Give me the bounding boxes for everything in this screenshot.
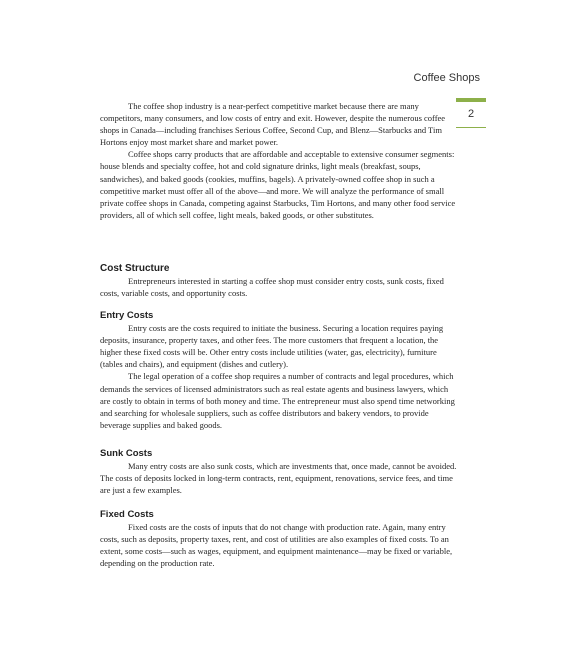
page-number: 2: [456, 108, 486, 128]
intro-paragraph-1: The coffee shop industry is a near-perfect competitive market because there are many competitors, many consumers, and low costs of entry and exit. However, despite the numerous coffee shops in Canada—including franchises Serious Coffee, Second Cup, and Blenz—Starbucks and Tim Hortons enjoy most market share and market power.: [100, 101, 446, 148]
cost-structure-paragraph: Entrepreneurs interested in starting a coffee shop must consider entry costs, sunk costs, fixed costs, variable costs, and opportunity costs.: [100, 276, 444, 299]
sunk-costs-section: [100, 448, 460, 496]
intro-section: [100, 100, 460, 221]
entry-costs-paragraph-2: The legal operation of a coffee shop requires a number of contracts and legal procedures, which demands the services of licensed administrators such as real estate agents and business lawyers, which are costly to obtain in terms of both money and time. The entrepreneur must also spend time networking and searching for wholesale suppliers, such as coffee distributors and bakery vendors, to provide beverage supplies and baked goods.: [100, 371, 455, 430]
subheading-fixed-costs: Fixed Costs: [100, 509, 154, 520]
fixed-costs-section: [100, 509, 460, 569]
sunk-costs-paragraph: Many entry costs are also sunk costs, which are investments that, once made, cannot be avoided. The costs of deposits locked in long-term contracts, rent, equipment, renovations, service fees, and time are just a few examples.: [100, 461, 457, 496]
intro-paragraph-2: Coffee shops carry products that are affordable and acceptable to extensive consumer segments: house blends and specialty coffee, hot and cold signature drinks, light meals (breakfast, soups, sandwiches), and baked goods (cookies, muffins, bagels). A privately-owned coffee shop in such a competitive market must offer all of the above—and more. We will analyze the performance of small private coffee shops in Canada, competing against Starbucks, Tim Hortons, and many other food service providers, all of which sell coffee, light meals, baked goods, or other substitutes.: [100, 149, 456, 220]
section-heading-cost-structure: Cost Structure: [100, 263, 170, 274]
subheading-sunk-costs: Sunk Costs: [100, 448, 153, 459]
entry-costs-section: [100, 310, 460, 431]
entry-costs-paragraph-1: Entry costs are the costs required to initiate the business. Securing a location requires paying deposits, insurance, property taxes, and other fees. The more customers that frequent a location, the higher these fixed costs will be. Other entry costs include utilities (water, gas, electricity), furniture (tables and chairs), and equipment (dishes and cutlery).: [100, 323, 444, 370]
running-header-title: Coffee Shops: [413, 72, 480, 84]
header-accent-bar: [456, 98, 486, 102]
subheading-entry-costs: Entry Costs: [100, 310, 154, 321]
cost-structure-section: [100, 263, 460, 299]
fixed-costs-paragraph: Fixed costs are the costs of inputs that do not change with production rate. Again, many entry costs, such as deposits, property taxes, rent, and cost of utilities are also examples of fixed costs. To an extent, some costs—such as wages, equipment, and equipment maintenance—may be fixed or variable, depending on the production rate.: [100, 522, 453, 569]
